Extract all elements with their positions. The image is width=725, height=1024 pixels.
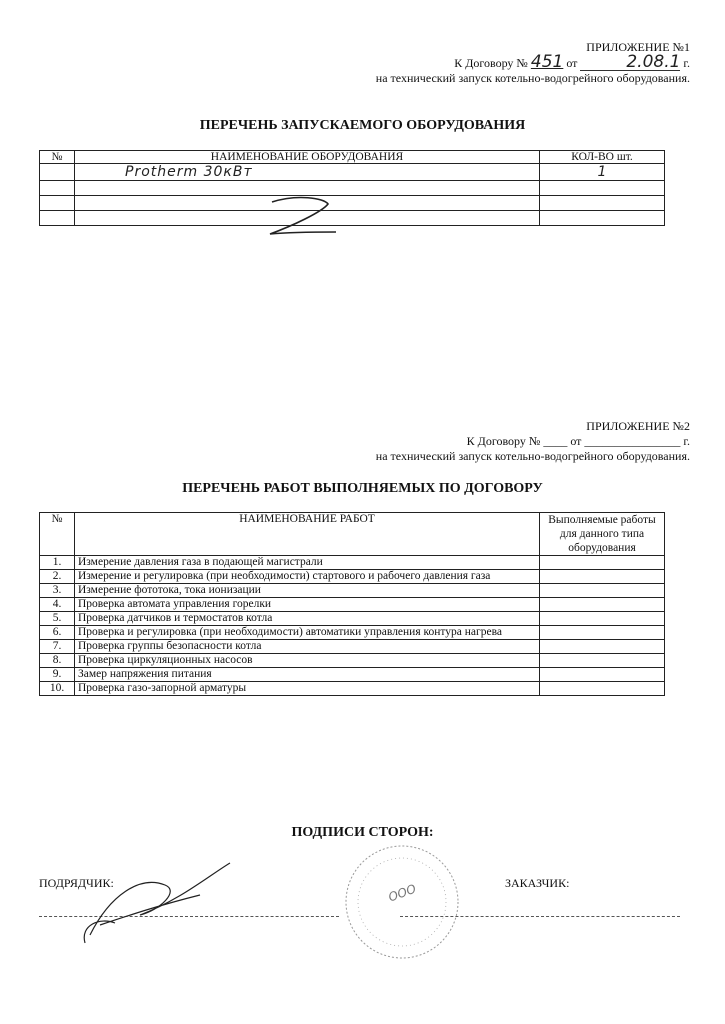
row-name: Проверка и регулировка (при необходимости) автоматики управления контура нагрева (75, 626, 540, 640)
contractor-signature (70, 855, 240, 950)
row-qty (540, 211, 665, 226)
contractor-label: ПОДРЯДЧИК: (39, 876, 114, 890)
contract-date-handwritten: 2.08.1 (580, 55, 680, 71)
table-row (40, 164, 665, 181)
row-qty (540, 196, 665, 211)
row-num (40, 181, 75, 196)
table-row (40, 584, 665, 598)
appendix1-title: ПРИЛОЖЕНИЕ №1 (586, 40, 690, 54)
works-table (39, 512, 665, 696)
works-table-header (40, 513, 665, 556)
col-qty: КОЛ-ВО шт. (540, 151, 665, 164)
row-num: 6. (40, 626, 75, 640)
table-row (40, 556, 665, 570)
row-num: 4. (40, 598, 75, 612)
row-num: 7. (40, 640, 75, 654)
row-performed (540, 584, 665, 598)
row-qty (540, 181, 665, 196)
row-performed (540, 626, 665, 640)
col-performed: Выполняемые работы для данного типа оборудования (540, 513, 665, 556)
row-num: 3. (40, 584, 75, 598)
signatures-heading: ПОДПИСИ СТОРОН: (291, 825, 434, 840)
row-performed (540, 612, 665, 626)
stamp-text: ООО (386, 881, 418, 905)
table-row (40, 211, 665, 226)
row-num: 1. (40, 556, 75, 570)
appendix2-contract-line: К Договору № ____ от ________________ г. (466, 434, 690, 448)
row-performed (540, 570, 665, 584)
row-num: 8. (40, 654, 75, 668)
appendix1-header (376, 40, 690, 86)
date-prefix: от (566, 56, 578, 70)
row-performed (540, 668, 665, 682)
row-num: 10. (40, 682, 75, 696)
table-row (40, 682, 665, 696)
row-name: Проверка датчиков и термостатов котла (75, 612, 540, 626)
equipment-table (39, 150, 665, 226)
handwritten-z-mark (262, 192, 342, 240)
row-num: 5. (40, 612, 75, 626)
appendix1-subject: на технический запуск котельно-водогрейного оборудования. (375, 71, 690, 85)
table-row (40, 570, 665, 584)
table-row (40, 612, 665, 626)
row-name: Проверка циркуляционных насосов (75, 654, 540, 668)
row-name: Проверка газо-запорной арматуры (75, 682, 540, 696)
equipment-qty-handwritten: 1 (540, 164, 665, 181)
col-num: № (40, 151, 75, 164)
table-row (40, 654, 665, 668)
table-row (40, 668, 665, 682)
equipment-name-handwritten: Protherm 30кВт (75, 164, 540, 181)
row-num (40, 164, 75, 181)
row-num: 2. (40, 570, 75, 584)
row-num (40, 196, 75, 211)
row-num: 9. (40, 668, 75, 682)
year-suffix: г. (683, 56, 690, 70)
row-performed (540, 556, 665, 570)
row-performed (540, 640, 665, 654)
col-equipment-name: НАИМЕНОВАНИЕ ОБОРУДОВАНИЯ (75, 151, 540, 164)
stamp-circle (342, 842, 462, 962)
table-row (40, 196, 665, 211)
col-work-name: НАИМЕНОВАНИЕ РАБОТ (75, 513, 540, 556)
table-row (40, 598, 665, 612)
company-stamp (342, 842, 462, 962)
row-name: Измерение и регулировка (при необходимости) стартового и рабочего давления газа (75, 570, 540, 584)
works-list-heading: ПЕРЕЧЕНЬ РАБОТ ВЫПОЛНЯЕМЫХ ПО ДОГОВОРУ (182, 481, 543, 496)
row-name: Измерение давления газа в подающей магистрали (75, 556, 540, 570)
row-name: Замер напряжения питания (75, 668, 540, 682)
row-name: Измерение фототока, тока ионизации (75, 584, 540, 598)
table-row (40, 181, 665, 196)
col-num: № (40, 513, 75, 556)
row-name: Проверка автомата управления горелки (75, 598, 540, 612)
appendix2-title: ПРИЛОЖЕНИЕ №2 (586, 419, 690, 433)
equipment-table-header (40, 151, 665, 164)
row-name: Проверка группы безопасности котла (75, 640, 540, 654)
contract-number-handwritten: 451 (530, 52, 564, 72)
row-performed (540, 682, 665, 696)
table-row (40, 640, 665, 654)
row-performed (540, 598, 665, 612)
customer-label: ЗАКАЗЧИК: (505, 876, 570, 890)
row-num (40, 211, 75, 226)
equipment-list-heading: ПЕРЕЧЕНЬ ЗАПУСКАЕМОГО ОБОРУДОВАНИЯ (199, 118, 526, 133)
row-performed (540, 654, 665, 668)
appendix2-header (376, 419, 690, 464)
contract-prefix: К Договору № (454, 56, 528, 70)
table-row (40, 626, 665, 640)
appendix2-subject: на технический запуск котельно-водогрейного оборудования. (375, 449, 690, 463)
appendix1-contract-line (376, 52, 690, 72)
